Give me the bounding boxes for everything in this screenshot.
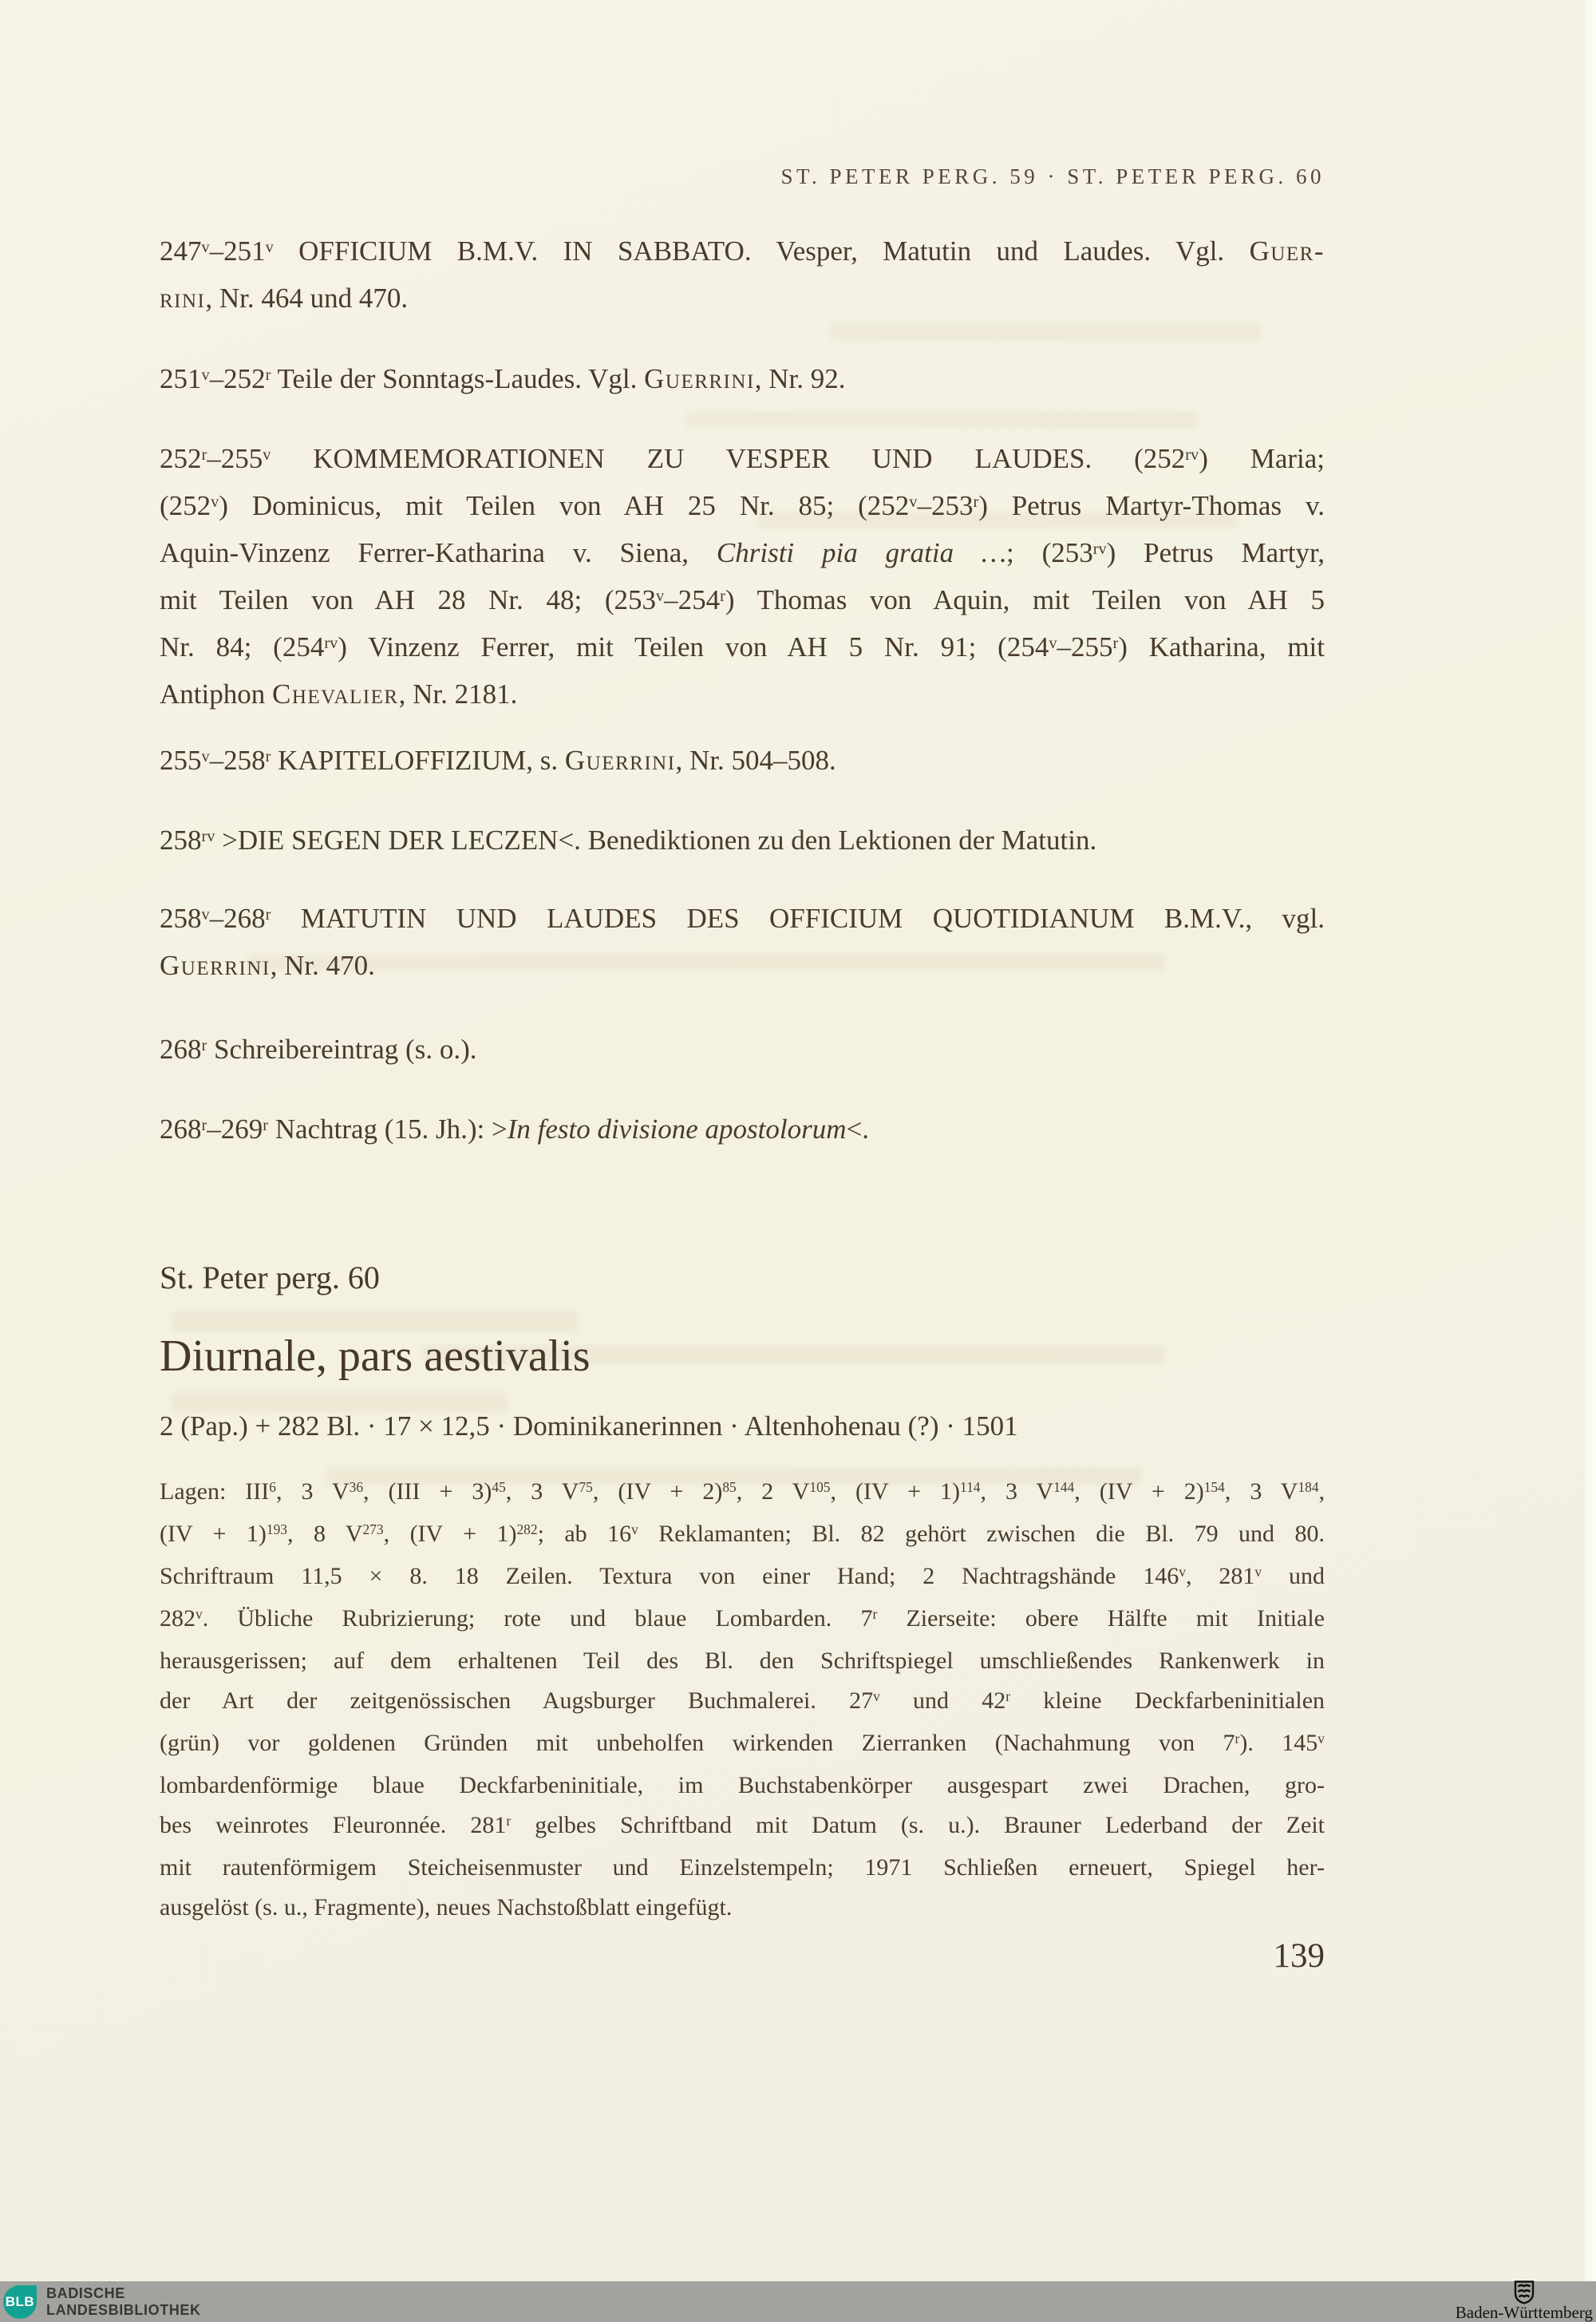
catalog-section-255v-258r: 255$^v$–258$^r$ KAPITELOFFIZIUM, s. Guerrini, Nr. 504–508.	[160, 745, 836, 776]
show-through-artifact	[830, 322, 1262, 340]
running-header: ST. PETER PERG. 59 · ST. PETER PERG. 60	[780, 164, 1325, 188]
shelfmark-heading: St. Peter perg. 60	[160, 1260, 380, 1295]
library-name	[46, 2285, 201, 2319]
catalog-section-251v-252r: 251$^v$–252$^r$ Teile der Sonntags-Laudes. Vgl. Guerrini, Nr. 92.	[160, 363, 846, 394]
blb-logo	[3, 2285, 37, 2319]
catalog-section-258v-268r: 258$^v$–268$^r$ MATUTIN UND LAUDES DES OFFICIUM QUOTIDIANUM B.M.V., vgl. Guerrini, Nr. 470.	[160, 903, 1325, 981]
scan-page-edge-highlight	[1592, 0, 1596, 2281]
physical-description-line: 2 (Pap.) + 282 Bl. · 17 × 12,5 · Dominikanerinnen · Altenhohenau (?) · 1501	[160, 1410, 1018, 1442]
catalog-section-252r-255v: 252$^r$–255$^v$ KOMMEMORATIONEN ZU VESPER UND LAUDES. $(252^{rv})$ Maria; (252$^v$) Dominicus, mit Teilen von AH 25 Nr. 85; (252$^v$–253$^r$) Petrus Martyr-Thomas v. Aquin-Vinzenz Ferrer-Katharina v. Siena, Christi pia gratia …; $(253^{rv})$ Petrus Martyr, mit Teilen von AH 28 Nr. 48; (253$^v$–254$^r$) Thomas von Aquin, mit Teilen von AH 5 Nr. 84; $(254^{rv})$ Vinzenz Ferrer, mit Teilen von AH 5 Nr. 91; (254$^v$–255$^r$) Katharina, mit Antiphon Chevalier, Nr. 2181.	[160, 443, 1325, 710]
footer-bar	[0, 2281, 1596, 2322]
show-through-artifact	[686, 412, 1198, 428]
catalog-section-258rv: $258^{rv} >DIE$ SEGEN DER LECZEN<. Benediktionen zu den Lektionen der Matutin.	[160, 825, 1097, 856]
page-number: 139	[1273, 1937, 1325, 1975]
catalog-section-247v-251v: 247$^v$–251$^v$ OFFICIUM B.M.V. IN SABBATO. Vesper, Matutin und Laudes. Vgl. Guer- rini, Nr. 464 und 470.	[160, 235, 1325, 314]
library-name-line2: LANDESBIBLIOTHEK	[46, 2302, 201, 2318]
show-through-artifact	[172, 1311, 579, 1331]
manuscript-title: Diurnale, pars aestivalis	[160, 1331, 591, 1381]
catalog-section-268r-269r: 268$^r$–269$^r$ Nachtrag (15. Jh.): >In festo divisione apostolorum<.	[160, 1114, 870, 1145]
state-name: Baden-Württemberg	[1455, 2303, 1593, 2322]
baden-wuerttemberg-logo	[1456, 2281, 1593, 2322]
catalog-section-268r: 268$^r$ Schreibereintrag (s. o.).	[160, 1034, 477, 1065]
codicology-paragraph: Lagen: III$^6$, 3 $V^{36}$, (III + 3)$^{45}$, 3 $V^{75}$, (IV + 2)$^{85}$, 2 $V^{105}$, (IV + 1)$^{114}$, 3 $V^{144}$, (IV + 2)$^{154}$, 3 $V^{184}$, (IV + 1)$^{193}$, 8 $V^{273}$, (IV + 1)$^{282}$; ab 16$^v$ Reklamanten; Bl. 82 gehört zwischen die Bl. 79 und 80. Schriftraum 11,5 × 8. 18 Zeilen. Textura von einer Hand; 2 Nachtragshände 146$^v$, 281$^v$ und 282$^v$. Übliche Rubrizierung; rote und blaue Lombarden. 7$^r$ Zierseite: obere Hälfte mit Initiale herausgerissen; auf dem erhaltenen Teil des Bl. den Schriftspiegel umschließendes Rankenwerk in der Art der zeitgenössischen Augsburger Buchmalerei. 27$^v$ und 42$^r$ kleine Deckfarbeninitialen (grün) vor goldenen Gründen mit unbeholfen wirkenden Zierranken (Nachahmung von 7$^r$). 145$^v$ lombardenförmige blaue Deckfarbeninitiale, im Buchstabenkörper ausgespart zwei Drachen, gro- bes weinrotes Fleuronnée. 281$^r$ gelbes Schriftband mit Datum (s. u.). Brauner Lederband der Zeit mit rautenförmigem Steicheisenmuster und Einzelstempeln; 1971 Schließen erneuert, Spiegel her- ausgelöst (s. u., Fragmente), neues Nachstoßblatt eingefügt.	[160, 1478, 1325, 1920]
coat-of-arms-icon	[1514, 2280, 1535, 2304]
blb-logo-text: BLB	[5, 2294, 35, 2309]
library-name-line1: BADISCHE	[46, 2285, 125, 2301]
